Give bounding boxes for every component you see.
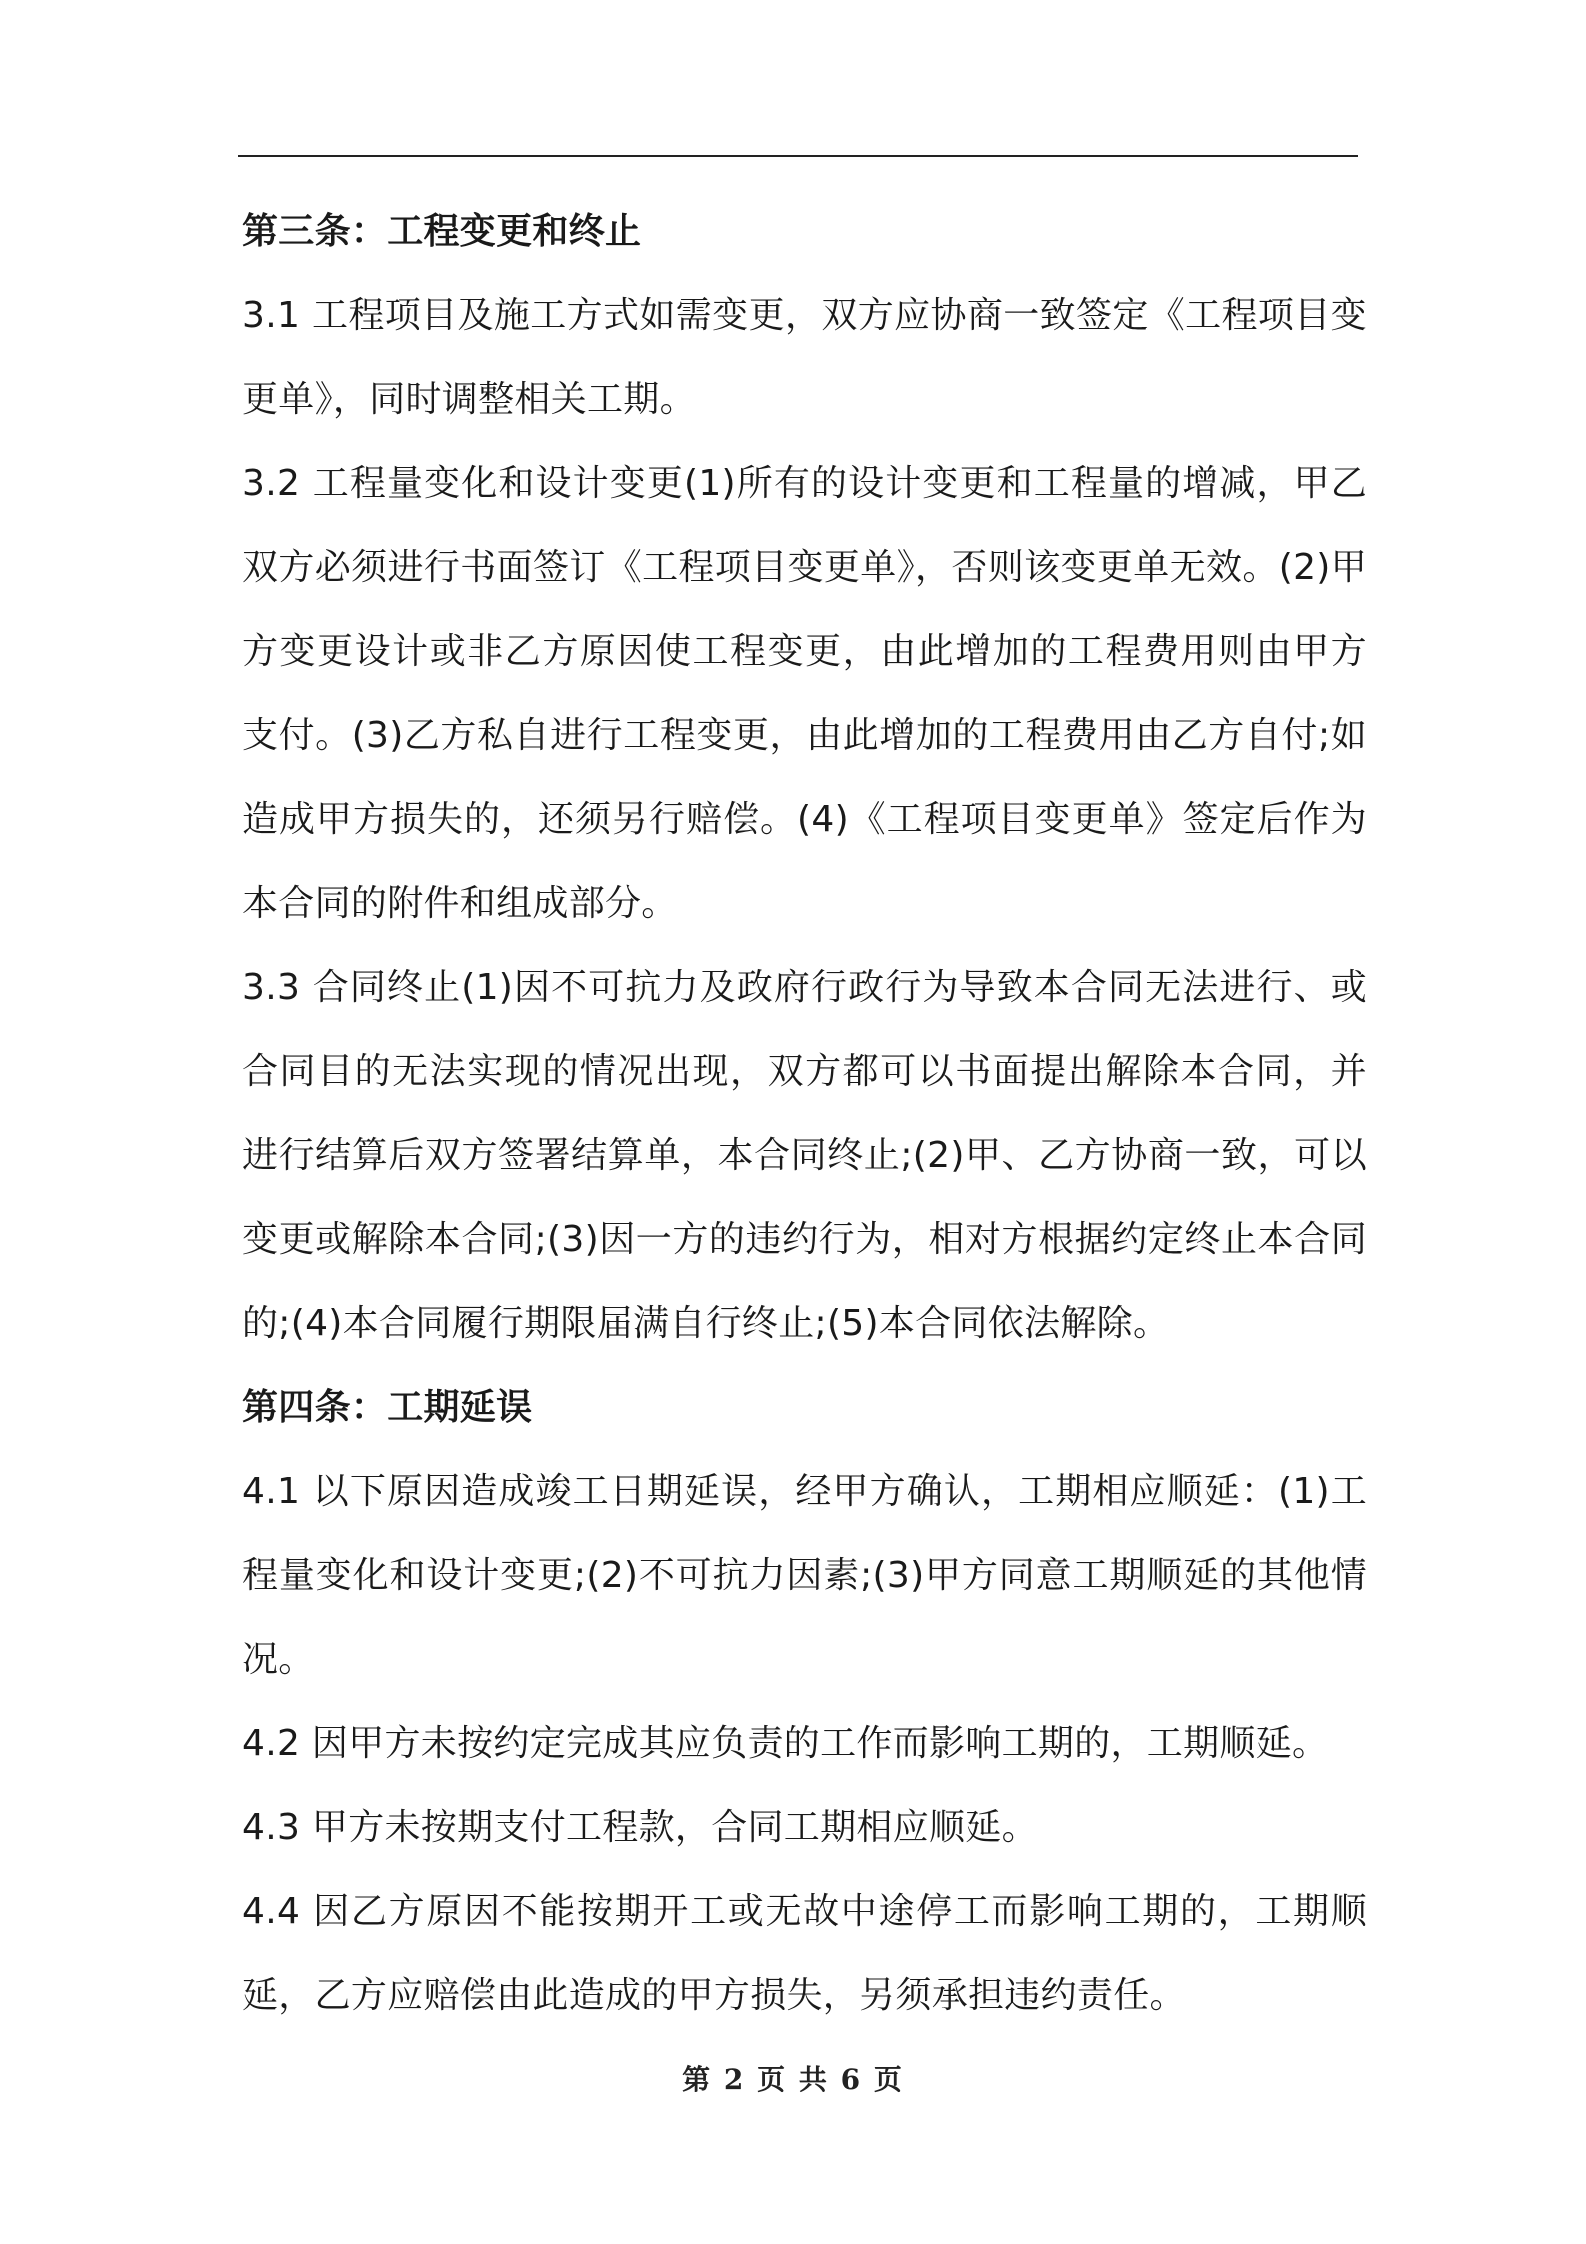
header-rule	[238, 155, 1358, 157]
paragraph-4-3: 4.3 甲方未按期支付工程款，合同工期相应顺延。	[242, 1807, 1038, 1848]
section-heading-3: 第三条：工程变更和终止	[242, 211, 642, 252]
page-number-footer: 第 2 页 共 6 页	[682, 2063, 904, 2096]
paragraph-3-2: 3.2 工程量变化和设计变更(1)所有的设计变更和工程量的增减，甲乙双方必须进行书面签订《工程项目变更单》，否则该变更单无效。(2)甲方变更设计或非乙方原因使工程变更，由此增加的工程费用则由甲方支付。(3)乙方私自进行工程变更，由此增加的工程费用由乙方自付;如造成甲方损失的，还须另行赔偿。(4)《工程项目变更单》签定后作为本合同的附件和组成部分。	[242, 463, 1367, 924]
paragraph-4-2: 4.2 因甲方未按约定完成其应负责的工作而影响工期的，工期顺延。	[242, 1723, 1329, 1764]
section-heading-4: 第四条：工期延误	[242, 1387, 533, 1428]
paragraph-4-1: 4.1 以下原因造成竣工日期延误，经甲方确认，工期相应顺延：(1)工程量变化和设计变更;(2)不可抗力因素;(3)甲方同意工期顺延的其他情况。	[242, 1471, 1367, 1680]
paragraph-3-3: 3.3 合同终止(1)因不可抗力及政府行政行为导致本合同无法进行、或合同目的无法实现的情况出现，双方都可以书面提出解除本合同，并进行结算后双方签署结算单，本合同终止;(2)甲、乙方协商一致，可以变更或解除本合同;(3)因一方的违约行为，相对方根据约定终止本合同的;(4)本合同履行期限届满自行终止;(5)本合同依法解除。	[242, 967, 1367, 1344]
paragraph-4-4: 4.4 因乙方原因不能按期开工或无故中途停工而影响工期的，工期顺延，乙方应赔偿由此造成的甲方损失，另须承担违约责任。	[242, 1891, 1367, 2016]
paragraph-3-1: 3.1 工程项目及施工方式如需变更，双方应协商一致签定《工程项目变更单》，同时调整相关工期。	[242, 295, 1367, 420]
document-body	[242, 190, 1367, 2038]
